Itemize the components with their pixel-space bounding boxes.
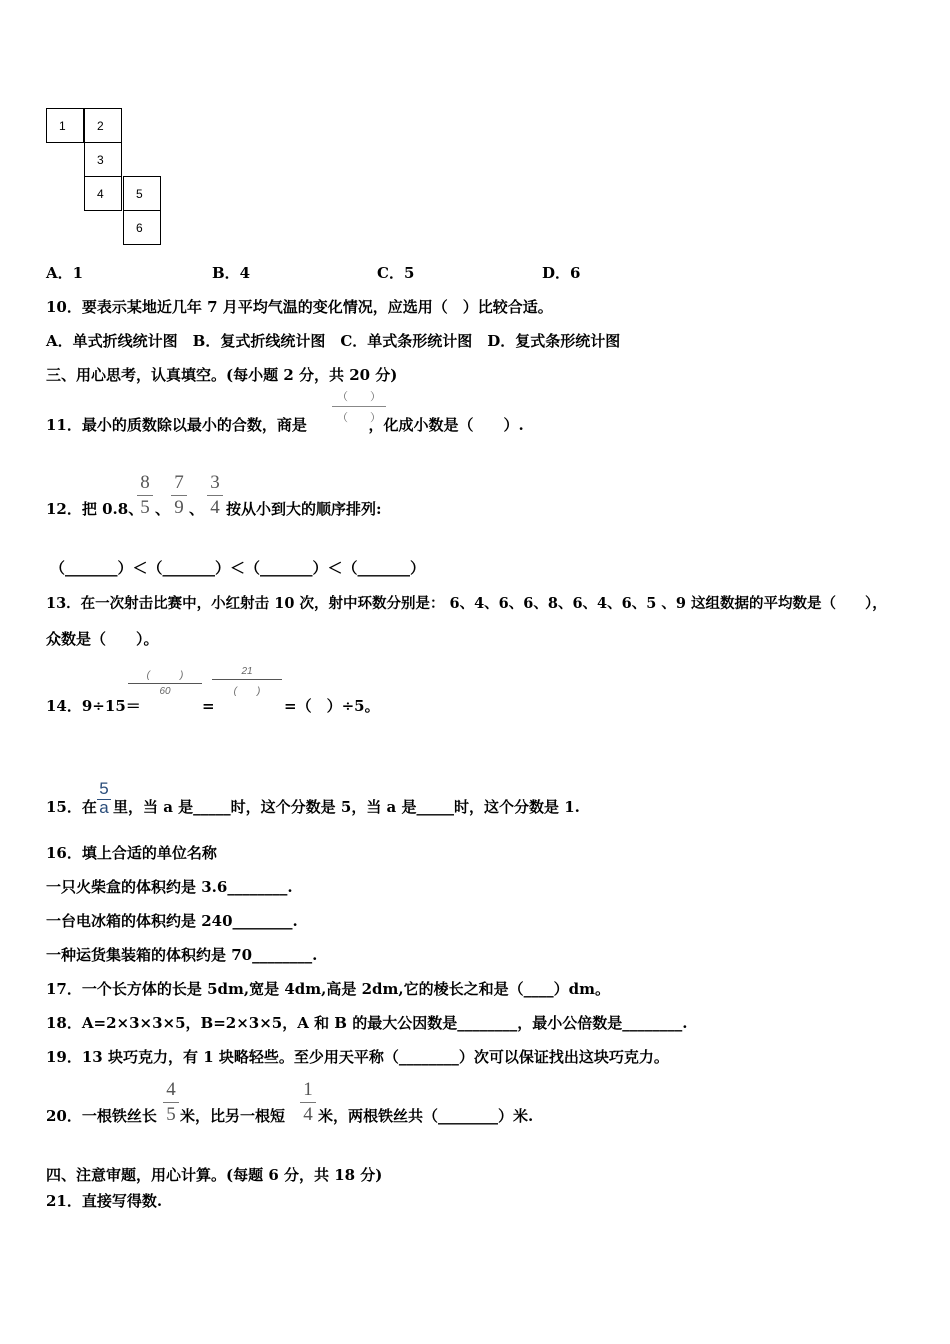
q14-pre: 14．9÷15＝: [46, 697, 141, 715]
q10-question: 10．要表示某地近几年 7 月平均气温的变化情况，应选用（ ）比较合适。: [46, 298, 553, 316]
section4-heading: 四、注意审题，用心计算。(每题 6 分，共 18 分): [46, 1166, 383, 1184]
net-cell-2: 2: [84, 108, 122, 143]
q11-fraction-num: （ ）: [337, 390, 381, 403]
q20-post: 米，两根铁丝共（________）米.: [318, 1107, 534, 1125]
q11: [46, 414, 524, 435]
q9-option-a: A．1: [46, 264, 84, 282]
q12-answer: （_______）＜（_______）＜（_______）＜（_______）: [50, 559, 426, 577]
q14-fraction-1: ( ) 60: [128, 666, 202, 697]
q15-post: 里，当 a 是_____时，这个分数是 5，当 a 是_____时，这个分数是 1.: [113, 798, 580, 816]
q13-line1: 13．在一次射击比赛中，小红射击 10 次，射中环数分别是： 6、4、6、6、8、6、4、6、5 、9 这组数据的平均数是（ ），: [46, 595, 887, 612]
q12-fraction-1: 8 5: [137, 472, 153, 519]
q14-fraction-2: 21 ( ): [212, 666, 282, 697]
section3-heading: 三、用心思考，认真填空。(每小题 2 分，共 20 分): [46, 366, 398, 384]
q14-eq: =: [202, 697, 215, 715]
q9-option-d: D．6: [542, 264, 581, 282]
q15-pre: 15．在: [46, 798, 97, 816]
q13-line2: 众数是（ ）。: [46, 630, 159, 648]
q16-line1: 一只火柴盒的体积约是 3.6________.: [46, 878, 293, 896]
q12-post: 按从小到大的顺序排列:: [226, 500, 382, 518]
q9-option-b: B．4: [212, 264, 251, 282]
q12-pre: 12．把 0.8、: [46, 500, 144, 518]
q11-pre: 11．最小的质数除以最小的合数，商是: [46, 416, 307, 434]
q11-fraction-den: （ ）: [337, 411, 381, 424]
q14-post: =（ ）÷5。: [284, 697, 380, 715]
q11-fraction: [332, 388, 386, 425]
q17: 17．一个长方体的长是 5dm,宽是 4dm,高是 2dm,它的棱长之和是（____）dm。: [46, 980, 610, 998]
q12-fraction-3: 3 4: [207, 472, 223, 519]
q11-post: ，化成小数是（ ）.: [368, 416, 524, 434]
q20-fraction-2: 1 4: [300, 1079, 316, 1126]
q12-fraction-2: 7 9: [171, 472, 187, 519]
net-cell-3: 3: [84, 142, 122, 177]
q10-options: A．单式折线统计图 B．复式折线统计图 C．单式条形统计图 D．复式条形统计图: [46, 332, 621, 350]
q12-sep-1: 、: [155, 500, 171, 518]
q16-line2: 一台电冰箱的体积约是 240________.: [46, 912, 298, 930]
q19: 19．13 块巧克力，有 1 块略轻些。至少用天平称（________）次可以保证找出这块巧克力。: [46, 1048, 669, 1066]
q21: 21．直接写得数.: [46, 1192, 163, 1210]
q20-fraction-1: 4 5: [163, 1079, 179, 1126]
q16-title: 16．填上合适的单位名称: [46, 844, 217, 862]
q18: 18．A=2×3×3×5，B=2×3×5，A 和 B 的最大公因数是________，最小公倍数是________.: [46, 1014, 688, 1032]
net-cell-5: 5: [123, 176, 161, 211]
net-cell-1: 1: [46, 108, 84, 143]
q16-line3: 一种运货集装箱的体积约是 70________.: [46, 946, 318, 964]
q9-option-c: C．5: [377, 264, 415, 282]
net-cell-6: 6: [123, 210, 161, 245]
net-cell-4: 4: [84, 176, 122, 211]
q20-pre: 20．一根铁丝长: [46, 1107, 157, 1125]
q15-fraction: 5 a: [97, 779, 111, 816]
q12-sep-2: 、: [189, 500, 205, 518]
q20-mid: 米，比另一根短: [180, 1107, 286, 1125]
